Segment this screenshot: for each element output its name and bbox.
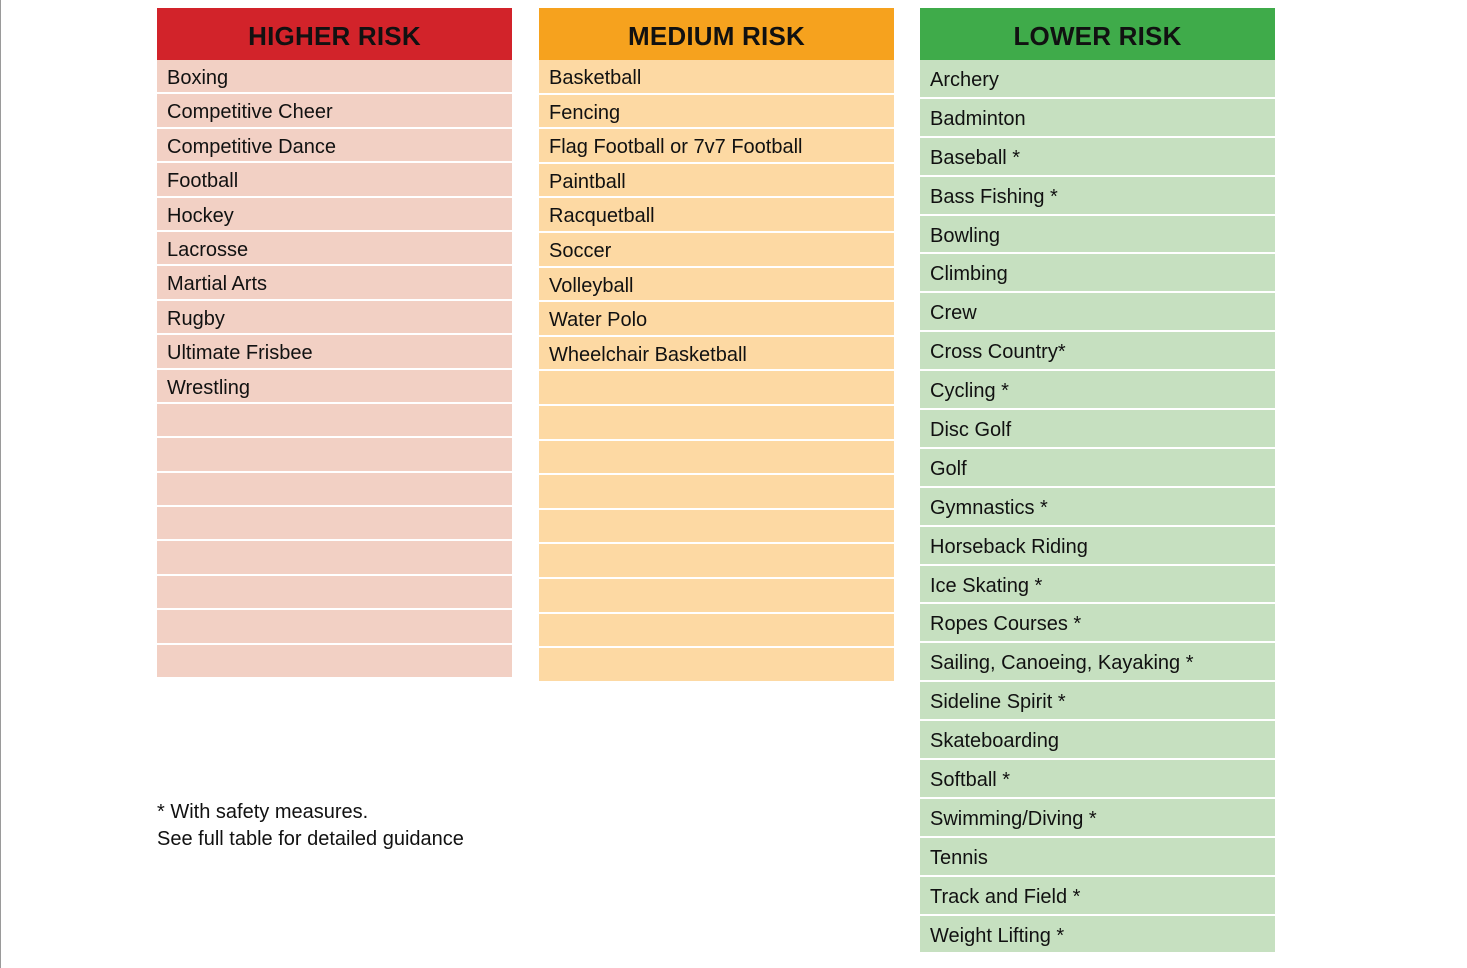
- list-item: Horseback Riding: [920, 527, 1275, 566]
- list-item: Racquetball: [539, 198, 894, 233]
- list-item: [157, 576, 512, 610]
- list-item: Water Polo: [539, 302, 894, 337]
- list-item: Ultimate Frisbee: [157, 335, 512, 369]
- list-item: Bowling: [920, 216, 1275, 255]
- list-item: Disc Golf: [920, 410, 1275, 449]
- list-item: [539, 648, 894, 683]
- list-item: [157, 610, 512, 644]
- list-item: [539, 441, 894, 476]
- list-item: Sailing, Canoeing, Kayaking *: [920, 643, 1275, 682]
- list-item: Competitive Dance: [157, 129, 512, 163]
- higher-risk-column: [157, 8, 512, 679]
- list-item: [539, 544, 894, 579]
- list-item: [157, 645, 512, 679]
- list-item: [157, 541, 512, 575]
- page-left-border: [0, 0, 1, 968]
- list-item: Softball *: [920, 760, 1275, 799]
- list-item: [539, 475, 894, 510]
- medium-risk-header: MEDIUM RISK: [539, 8, 894, 60]
- list-item: Track and Field *: [920, 877, 1275, 916]
- list-item: Golf: [920, 449, 1275, 488]
- medium-risk-list: [539, 60, 894, 683]
- list-item: Bass Fishing *: [920, 177, 1275, 216]
- list-item: Skateboarding: [920, 721, 1275, 760]
- list-item: Crew: [920, 293, 1275, 332]
- lower-risk-header: LOWER RISK: [920, 8, 1275, 60]
- list-item: Ropes Courses *: [920, 604, 1275, 643]
- list-item: Wrestling: [157, 370, 512, 404]
- list-item: [539, 510, 894, 545]
- list-item: [539, 614, 894, 649]
- list-item: Flag Football or 7v7 Football: [539, 129, 894, 164]
- footnote-line-2: See full table for detailed guidance: [157, 828, 464, 850]
- list-item: Archery: [920, 60, 1275, 99]
- list-item: Cycling *: [920, 371, 1275, 410]
- list-item: Martial Arts: [157, 266, 512, 300]
- higher-risk-header: HIGHER RISK: [157, 8, 512, 60]
- list-item: Paintball: [539, 164, 894, 199]
- list-item: Wheelchair Basketball: [539, 337, 894, 372]
- list-item: Volleyball: [539, 268, 894, 303]
- list-item: [157, 438, 512, 472]
- list-item: Gymnastics *: [920, 488, 1275, 527]
- list-item: Lacrosse: [157, 232, 512, 266]
- medium-risk-column: [539, 8, 894, 683]
- lower-risk-list: [920, 60, 1275, 954]
- list-item: Football: [157, 163, 512, 197]
- list-item: [157, 404, 512, 438]
- list-item: Ice Skating *: [920, 566, 1275, 605]
- list-item: [539, 579, 894, 614]
- footnote: [157, 799, 464, 853]
- list-item: Baseball *: [920, 138, 1275, 177]
- list-item: Sideline Spirit *: [920, 682, 1275, 721]
- list-item: [539, 406, 894, 441]
- higher-risk-list: [157, 60, 512, 679]
- list-item: Climbing: [920, 254, 1275, 293]
- list-item: Basketball: [539, 60, 894, 95]
- list-item: Swimming/Diving *: [920, 799, 1275, 838]
- list-item: Soccer: [539, 233, 894, 268]
- list-item: [157, 507, 512, 541]
- list-item: Cross Country*: [920, 332, 1275, 371]
- list-item: Fencing: [539, 95, 894, 130]
- list-item: Badminton: [920, 99, 1275, 138]
- list-item: [539, 371, 894, 406]
- list-item: Hockey: [157, 198, 512, 232]
- lower-risk-column: [920, 8, 1275, 954]
- list-item: Boxing: [157, 60, 512, 94]
- list-item: [157, 473, 512, 507]
- list-item: Weight Lifting *: [920, 916, 1275, 955]
- list-item: Tennis: [920, 838, 1275, 877]
- footnote-line-1: * With safety measures.: [157, 801, 369, 823]
- list-item: Competitive Cheer: [157, 94, 512, 128]
- list-item: Rugby: [157, 301, 512, 335]
